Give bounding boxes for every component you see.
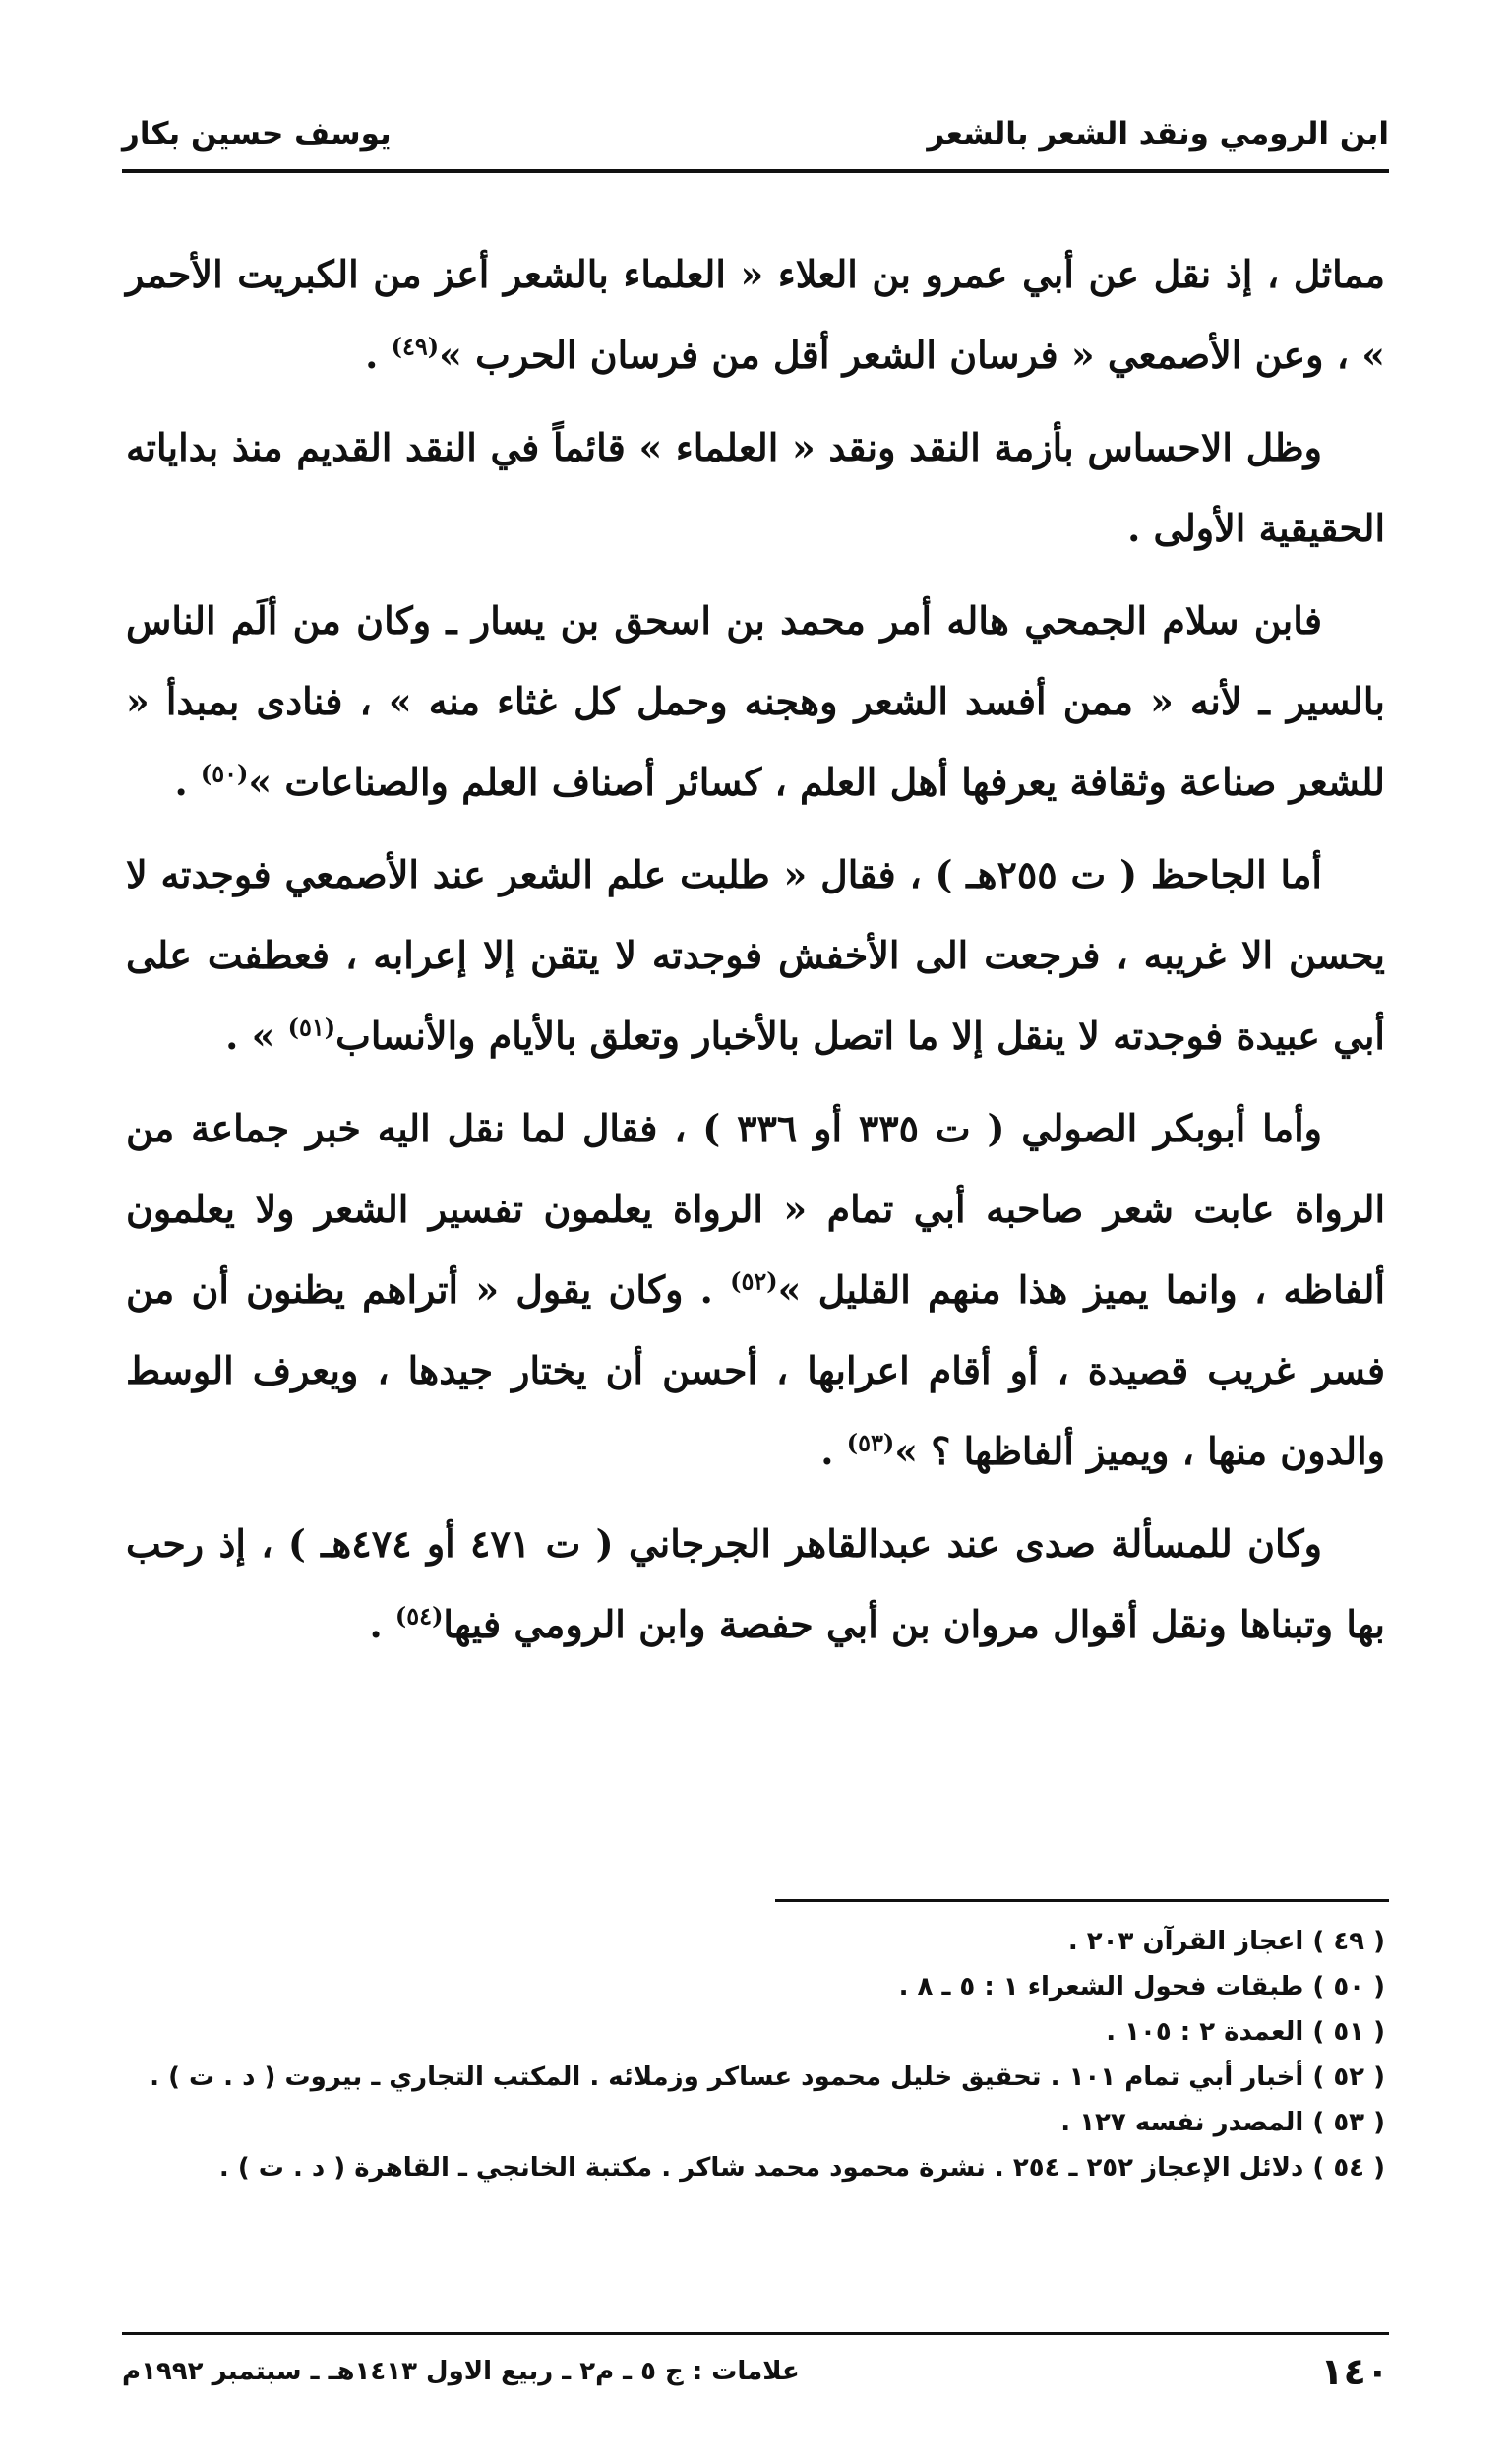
footnote-53: ( ٥٣ ) المصدر نفسه ١٢٧ . <box>1060 2108 1385 2137</box>
footnote-50: ( ٥٠ ) طبقات فحول الشعراء ١ : ٥ ـ ٨ . <box>898 1972 1385 2002</box>
paragraph-6-end: . <box>369 1602 395 1646</box>
header-article-title: ابن الرومي ونقد الشعر بالشعر <box>927 116 1389 152</box>
paragraph-1 <box>126 234 1385 396</box>
footnote-ref-53: (٥٣) <box>846 1428 895 1457</box>
header-rule <box>122 169 1389 173</box>
footnote-52: ( ٥٢ ) أخبار أبي تمام ١٠١ . تحقيق خليل محمود عساكر وزملائه . المكتب التجاري ـ بيروت ( د . ت ) . <box>150 2063 1385 2092</box>
footnotes <box>126 1919 1385 2190</box>
running-footer <box>122 2348 1389 2395</box>
paragraph-5-text-a: وأما أبوبكر الصولي ( ت ٣٣٥ أو ٣٣٦ ) ، فقال لما نقل اليه خبر جماعة من الرواة عابت شعر صاحبه أبي تمام « الرواة يعلمون تفسير الشعر ولا يعلمون ألفاظه ، وانما يميز هذا منهم القليل » <box>126 1106 1386 1312</box>
footnote-ref-51: (٥١) <box>287 1013 336 1042</box>
running-header <box>122 106 1389 161</box>
paragraph-2 <box>126 407 1385 569</box>
paragraph-4-end: » . <box>225 1014 288 1058</box>
paragraph-3-end: . <box>174 760 201 804</box>
journal-info: علامات : ج ٥ ـ م٢ ـ ربيع الاول ١٤١٣هـ ـ سبتمبر ١٩٩٢م <box>122 2357 800 2386</box>
paragraph-5 <box>126 1088 1385 1492</box>
paragraph-1-text: مماثل ، إذ نقل عن أبي عمرو بن العلاء « العلماء بالشعر أعز من الكبريت الأحمر » ، وعن الأصمعي « فرسان الشعر أقل من فرسان الحرب » <box>126 252 1385 377</box>
footnote-49: ( ٤٩ ) اعجاز القرآن ٢٠٣ . <box>1067 1927 1385 1956</box>
paragraph-5-text-b: . وكان يقول « أتراهم يظنون أن من فسر غريب قصيدة ، أو أقام اعرابها ، أحسن أن يختار جيدها ، ويعرف الوسط والدون منها ، ويميز ألفاظها ؟ » <box>126 1267 1385 1473</box>
page-number: ١٤٠ <box>1320 2350 1389 2393</box>
paragraph-4 <box>126 834 1385 1077</box>
header-author: يوسف حسين بكار <box>122 116 392 152</box>
footnote-51: ( ٥١ ) العمدة ٢ : ١٠٥ . <box>1106 2017 1385 2047</box>
paragraph-3-text: فابن سلام الجمحي هاله أمر محمد بن اسحق بن يسار ـ وكان من ألَم الناس بالسير ـ لأنه « ممن أفسد الشعر وهجنه وحمل كل غثاء منه » ، فنادى بمبدأ « للشعر صناعة وثقافة يعرفها أهل العلم ، كسائر أصناف العلم والصناعات » <box>126 598 1385 804</box>
footnote-ref-52: (٥٢) <box>730 1266 778 1296</box>
footnote-separator <box>775 1899 1389 1902</box>
footnote-54: ( ٥٤ ) دلائل الإعجاز ٢٥٢ ـ ٢٥٤ . نشرة محمود محمد شاكر . مكتبة الخانجي ـ القاهرة ( د . ت ) . <box>218 2153 1385 2183</box>
footnote-ref-49: (٤٩) <box>391 332 440 361</box>
paragraph-4-text: أما الجاحظ ( ت ٢٥٥هـ ) ، فقال « طلبت علم الشعر عند الأصمعي فوجدته لا يحسن الا غريبه ، فرجعت الى الأخفش فوجدته لا يتقن إلا إعرابه ، فعطفت على أبي عبيدة فوجدته لا ينقل إلا ما اتصل بالأخبار وتعلق بالأيام والأنساب <box>126 852 1385 1058</box>
paragraph-6-text: وكان للمسألة صدى عند عبدالقاهر الجرجاني ( ت ٤٧١ أو ٤٧٤هـ ) ، إذ رحب بها وتبناها ونقل أقوال مروان بن أبي حفصة وابن الرومي فيها <box>126 1521 1385 1646</box>
footnote-ref-54: (٥٤) <box>394 1601 444 1631</box>
paragraph-5-end: . <box>820 1429 847 1473</box>
footnote-ref-50: (٥٠) <box>200 759 249 788</box>
body-text <box>126 234 1385 1677</box>
footer-rule <box>122 2332 1389 2335</box>
paragraph-2-text: وظل الاحساس بأزمة النقد ونقد « العلماء » قائماً في النقد القديم منذ بداياته الحقيقية الأولى . <box>126 425 1385 550</box>
paragraph-1-end: . <box>365 333 392 377</box>
paragraph-6 <box>126 1504 1385 1665</box>
paragraph-3 <box>126 581 1385 823</box>
